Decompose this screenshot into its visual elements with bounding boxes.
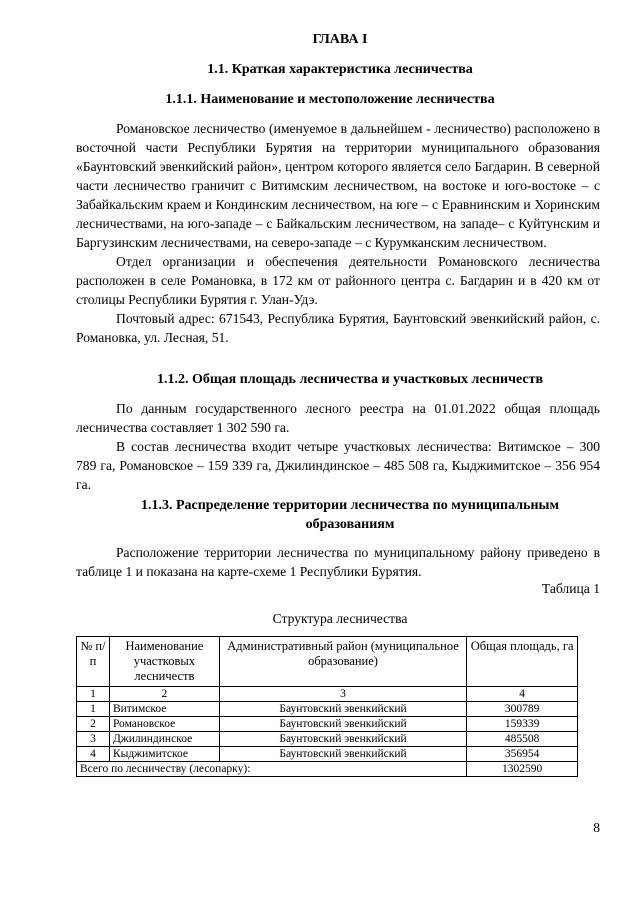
row-number: 3 [77,732,110,747]
distribution-text [76,543,600,581]
table-row [77,717,578,732]
col-number: 2 [109,687,219,702]
row-district: Баунтовский эвенкийский [219,702,466,717]
para-office: Отдел организации и обеспечения деятельности Романовского лесничества расположен в селе Романовка, в 172 км от районного центра с. Багдарин и в 420 км от столицы Республики Бурятия г. Улан-Удэ. [76,254,600,307]
chapter-title: ГЛАВА I [312,32,368,47]
location-text [76,119,600,347]
col-number: 4 [467,687,578,702]
section-heading-1-1: 1.1. Краткая характеристика лесничества [207,62,473,77]
section-heading-1-1-3 [0,496,640,534]
table-header-row [77,637,578,687]
row-name: Романовское [109,717,219,732]
row-area: 159339 [467,717,578,732]
row-name: Витимское [109,702,219,717]
table-row [77,732,578,747]
col-number: 3 [219,687,466,702]
row-name: Джилиндинское [109,732,219,747]
row-district: Баунтовский эвенкийский [219,732,466,747]
para-description: Романовское лесничество (именуемое в дальнейшем - лесничество) расположено в восточной части Республики Бурятия на территории муниципального образования «Баунтовский эвенкийский район», центром которого является село Багдарин. В северной части лесничество граничит с Витимским лесничеством, на востоке и юго-востоке – с Забайкальским краем и Кондинским лесничеством, на юге – с Еравнинским и Хоринским лесничествами, на юго-западе – с Байкальским лесничеством, на западе– с Куйтунским и Баргузинским лесничествами, на северо-западе – с Курумканским лесничеством. [76,121,600,250]
section-heading-1-1-2: 1.1.2. Общая площадь лесничества и участковых лесничеств [156,372,544,387]
header-name: Наименование участковых лесничеств [109,637,219,687]
header-number: № п/п [77,637,110,687]
row-number: 4 [77,747,110,762]
header-area: Общая площадь, га [467,637,578,687]
header-district: Административный район (муниципальное образование) [219,637,466,687]
row-district: Баунтовский эвенкийский [219,747,466,762]
row-name: Кыджимитское [109,747,219,762]
table-caption: Структура лесничества [272,611,408,626]
row-area: 485508 [467,732,578,747]
table-total-row [77,762,578,777]
para-address: Почтовый адрес: 671543, Республика Бурятия, Баунтовский эвенкийский район, с. Романовка, ул. Лесная, 51. [76,311,600,345]
para-district-areas: В состав лесничества входит четыре участковых лесничества: Витимское – 300 789 га, Романовское – 159 339 га, Джилиндинское – 485 508 га, Кыджимитское – 356 954 га. [76,439,600,492]
section-heading-1-1-3-line2: образованиям [305,517,395,532]
page-number: 8 [593,820,600,835]
section-heading-1-1-1: 1.1.1. Наименование и местоположение лесничества [165,92,495,107]
table-row [77,747,578,762]
para-distribution: Расположение территории лесничества по муниципальному району приведено в таблице 1 и показана на карте-схеме 1 Республики Бурятия. [76,545,600,579]
total-value: 1302590 [467,762,578,777]
area-text [76,399,600,494]
row-number: 2 [77,717,110,732]
row-area: 300789 [467,702,578,717]
total-label: Всего по лесничеству (лесопарку): [77,762,467,777]
table-row [77,702,578,717]
column-number-row [77,687,578,702]
table-label: Таблица 1 [541,581,600,596]
para-total-area: По данным государственного лесного реестра на 01.01.2022 общая площадь лесничества составляет 1 302 590 га. [76,401,600,435]
row-number: 1 [77,702,110,717]
row-area: 356954 [467,747,578,762]
col-number: 1 [77,687,110,702]
section-heading-1-1-3-line1: 1.1.3. Распределение территории лесничества по муниципальным [140,498,560,513]
row-district: Баунтовский эвенкийский [219,717,466,732]
forestry-structure-table [76,636,578,777]
